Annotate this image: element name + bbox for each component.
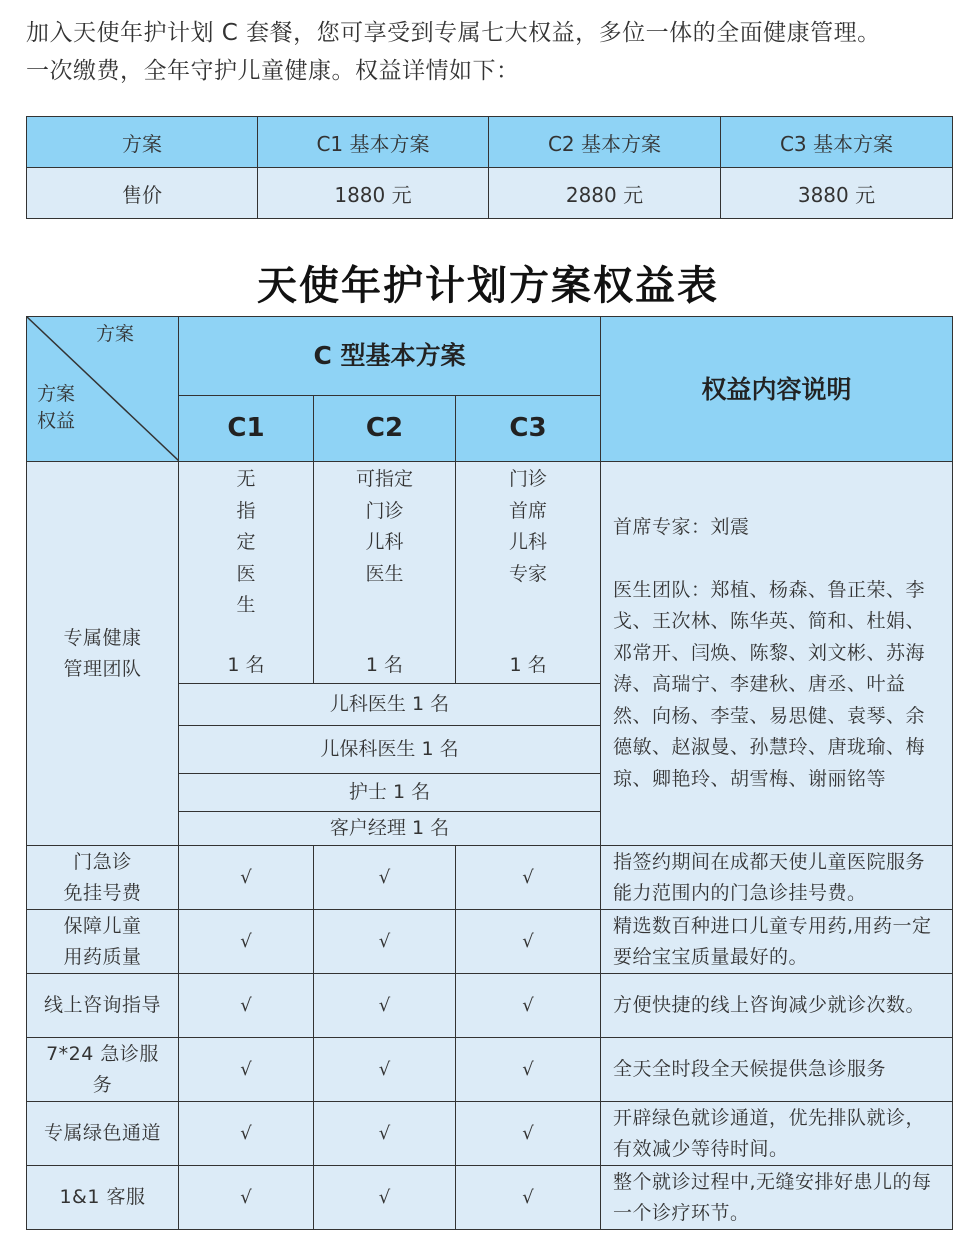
benefit-label: 线上咨询指导 (27, 974, 179, 1038)
price-table (26, 116, 953, 219)
benefit-label: 门急诊 免挂号费 (27, 846, 179, 910)
price-header-row (27, 117, 953, 168)
check-mark: √ (314, 1166, 456, 1230)
benefit-desc: 精选数百种进口儿童专用药,用药一定要给宝宝质量最好的。 (601, 910, 953, 974)
benefit-header-row (27, 317, 953, 396)
check-mark: √ (314, 910, 456, 974)
intro-line-2: 一次缴费，全年守护儿童健康。权益详情如下： (26, 58, 520, 84)
doctor-count: 1 名 (509, 654, 547, 676)
price-value-row (27, 168, 953, 219)
check-mark: √ (314, 846, 456, 910)
corner-header-cell (27, 317, 179, 462)
benefit-label: 1&1 客服 (27, 1166, 179, 1230)
corner-bottom-label (37, 381, 75, 435)
corner-bottom-line-2: 权益 (37, 410, 76, 432)
doctor-count: 1 名 (227, 654, 265, 676)
price-value: 2880 元 (489, 168, 721, 219)
doctor-desc: 可指定 门诊 儿科 医生 (355, 468, 413, 585)
team-label: 专属健康 管理团队 (27, 462, 179, 846)
check-mark: √ (314, 974, 456, 1038)
benefit-row (27, 974, 953, 1038)
check-mark: √ (314, 1038, 456, 1102)
plan-header-c1: C1 (179, 395, 314, 461)
benefit-desc: 指签约期间在成都天使儿童医院服务能力范围内的门急诊挂号费。 (601, 846, 953, 910)
benefit-desc: 方便快捷的线上咨询减少就诊次数。 (601, 974, 953, 1038)
price-header-cell: C1 基本方案 (258, 117, 489, 168)
page-title: 天使年护计划方案权益表 (257, 263, 719, 309)
check-mark: √ (456, 1102, 601, 1166)
check-mark: √ (179, 1166, 314, 1230)
intro-text (26, 14, 966, 90)
doctor-count: 1 名 (365, 654, 404, 676)
price-value: 1880 元 (258, 168, 489, 219)
benefit-row (27, 1102, 953, 1166)
benefit-label: 7*24 急诊服 务 (27, 1038, 179, 1102)
team-desc (601, 462, 953, 846)
team-row (27, 462, 953, 684)
price-value: 3880 元 (721, 168, 953, 219)
shared-staff: 护士 1 名 (179, 774, 601, 812)
doctor-desc: 门诊 首席 儿科 专家 (509, 468, 548, 585)
benefit-label: 专属绿色通道 (27, 1102, 179, 1166)
check-mark: √ (456, 1166, 601, 1230)
desc-header: 权益内容说明 (601, 317, 953, 462)
shared-staff: 儿科医生 1 名 (179, 684, 601, 726)
doctor-cell-c3 (456, 462, 601, 684)
benefit-label: 保障儿童 用药质量 (27, 910, 179, 974)
group-header: C 型基本方案 (179, 317, 601, 396)
benefit-table (26, 316, 953, 1230)
benefit-desc: 开辟绿色就诊通道，优先排队就诊，有效减少等待时间。 (601, 1102, 953, 1166)
plan-header-c2: C2 (314, 395, 456, 461)
price-label: 售价 (27, 168, 258, 219)
price-header-cell: C3 基本方案 (721, 117, 953, 168)
intro-line-1: 加入天使年护计划 C 套餐，您可享受到专属七大权益，多位一体的全面健康管理。 (26, 20, 881, 46)
check-mark: √ (179, 846, 314, 910)
corner-top-label: 方案 (95, 323, 134, 345)
doctor-cell-c2 (314, 462, 456, 684)
team-desc-members: 医生团队：郑植、杨森、鲁正荣、李戈、王次林、陈华英、简和、杜娟、邓常开、闫焕、陈黎、刘文彬、苏海涛、高瑞宁、李建秋、唐丞、叶益然、向杨、李莹、易思健、袁琴、余德敏、赵淑曼、孙慧玲、唐珑瑜、梅琼、卿艳玲、胡雪梅、谢丽铭等 (613, 578, 926, 790)
shared-staff: 客户经理 1 名 (179, 812, 601, 846)
check-mark: √ (314, 1102, 456, 1166)
benefit-row (27, 846, 953, 910)
check-mark: √ (179, 910, 314, 974)
check-mark: √ (179, 1102, 314, 1166)
shared-staff: 儿保科医生 1 名 (179, 726, 601, 774)
price-header-cell: C2 基本方案 (489, 117, 721, 168)
doctor-cell-c1 (179, 462, 314, 684)
check-mark: √ (179, 974, 314, 1038)
doctor-desc: 无 指 定 医 生 (236, 468, 256, 616)
benefit-row (27, 910, 953, 974)
benefit-row (27, 1038, 953, 1102)
check-mark: √ (456, 910, 601, 974)
check-mark: √ (456, 974, 601, 1038)
benefit-desc: 全天全时段全天候提供急诊服务 (601, 1038, 953, 1102)
team-desc-lead: 首席专家：刘震 (613, 515, 750, 538)
benefit-row (27, 1166, 953, 1230)
check-mark: √ (456, 846, 601, 910)
check-mark: √ (179, 1038, 314, 1102)
price-header-cell: 方案 (27, 117, 258, 168)
check-mark: √ (456, 1038, 601, 1102)
benefit-desc: 整个就诊过程中,无缝安排好患儿的每一个诊疗环节。 (601, 1166, 953, 1230)
corner-bottom-line-1: 方案 (37, 383, 76, 405)
plan-header-c3: C3 (456, 395, 601, 461)
